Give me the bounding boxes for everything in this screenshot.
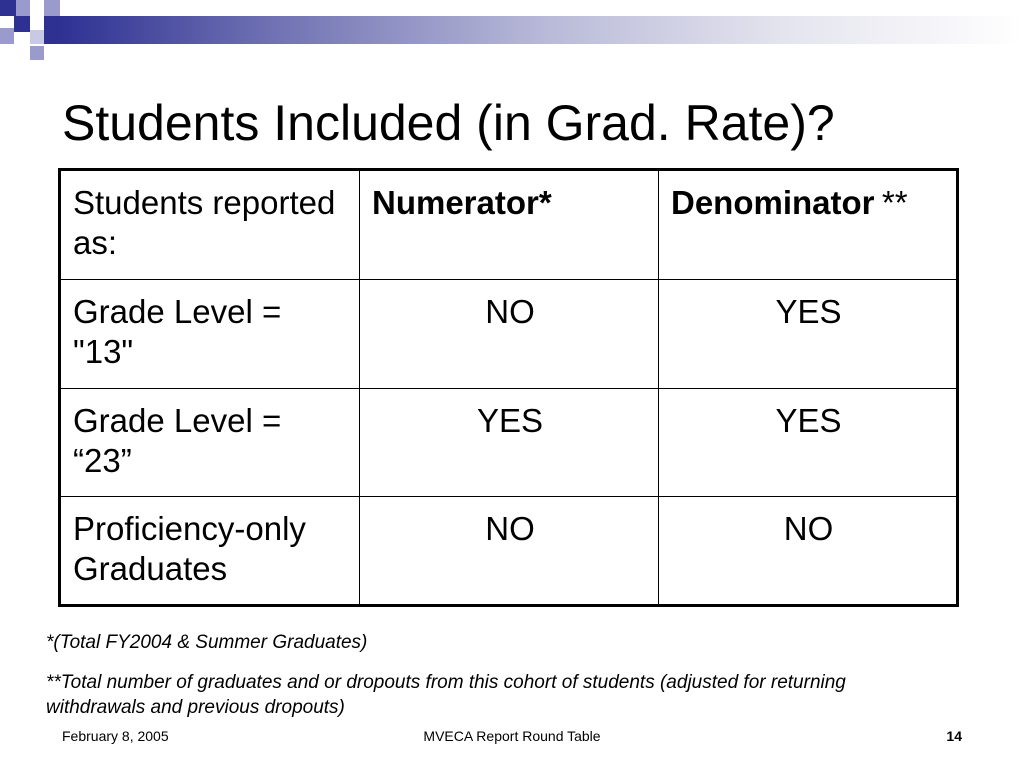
header-denominator-label: Denominator	[671, 184, 875, 221]
table-row	[60, 280, 958, 389]
decor-square	[0, 28, 14, 44]
decor-square	[30, 46, 44, 60]
footer-title: MVECA Report Round Table	[423, 728, 601, 744]
header-gradient-bar	[60, 16, 1024, 44]
row-label: Grade Level = “23”	[60, 389, 360, 497]
header-cell-numerator	[360, 170, 659, 280]
row-label: Grade Level = "13"	[60, 280, 360, 389]
decor-square	[16, 0, 30, 16]
footnote-numerator: *(Total FY2004 & Summer Graduates)	[46, 632, 368, 653]
header-denominator-stars: **	[880, 184, 907, 221]
footer-date: February 8, 2005	[62, 728, 169, 744]
header-cell-students: Students reported as:	[60, 170, 360, 280]
decor-square	[30, 30, 44, 44]
table-row	[60, 389, 958, 497]
footnote-denominator: **Total number of graduates and or dropouts from this cohort of students (adjusted for returning withdrawals and previous dropouts)	[46, 672, 846, 718]
row-numerator-value: NO	[360, 497, 659, 606]
header-numerator-label: Numerator*	[372, 184, 552, 221]
decor-square	[0, 0, 16, 16]
row-denominator-value: NO	[659, 497, 958, 606]
row-label: Proficiency-only Graduates	[60, 497, 360, 606]
row-denominator-value: YES	[659, 280, 958, 389]
slide-title: Students Included (in Grad. Rate)?	[62, 95, 835, 151]
decor-square	[44, 0, 60, 16]
decor-square	[14, 16, 30, 32]
row-numerator-value: YES	[360, 389, 659, 497]
table-header-row	[60, 170, 958, 280]
header-cell-denominator	[659, 170, 958, 280]
row-denominator-value: YES	[659, 389, 958, 497]
inclusion-table	[58, 168, 959, 607]
decor-square	[44, 16, 60, 44]
row-numerator-value: NO	[360, 280, 659, 389]
page-number: 14	[946, 728, 962, 744]
table-row	[60, 497, 958, 606]
